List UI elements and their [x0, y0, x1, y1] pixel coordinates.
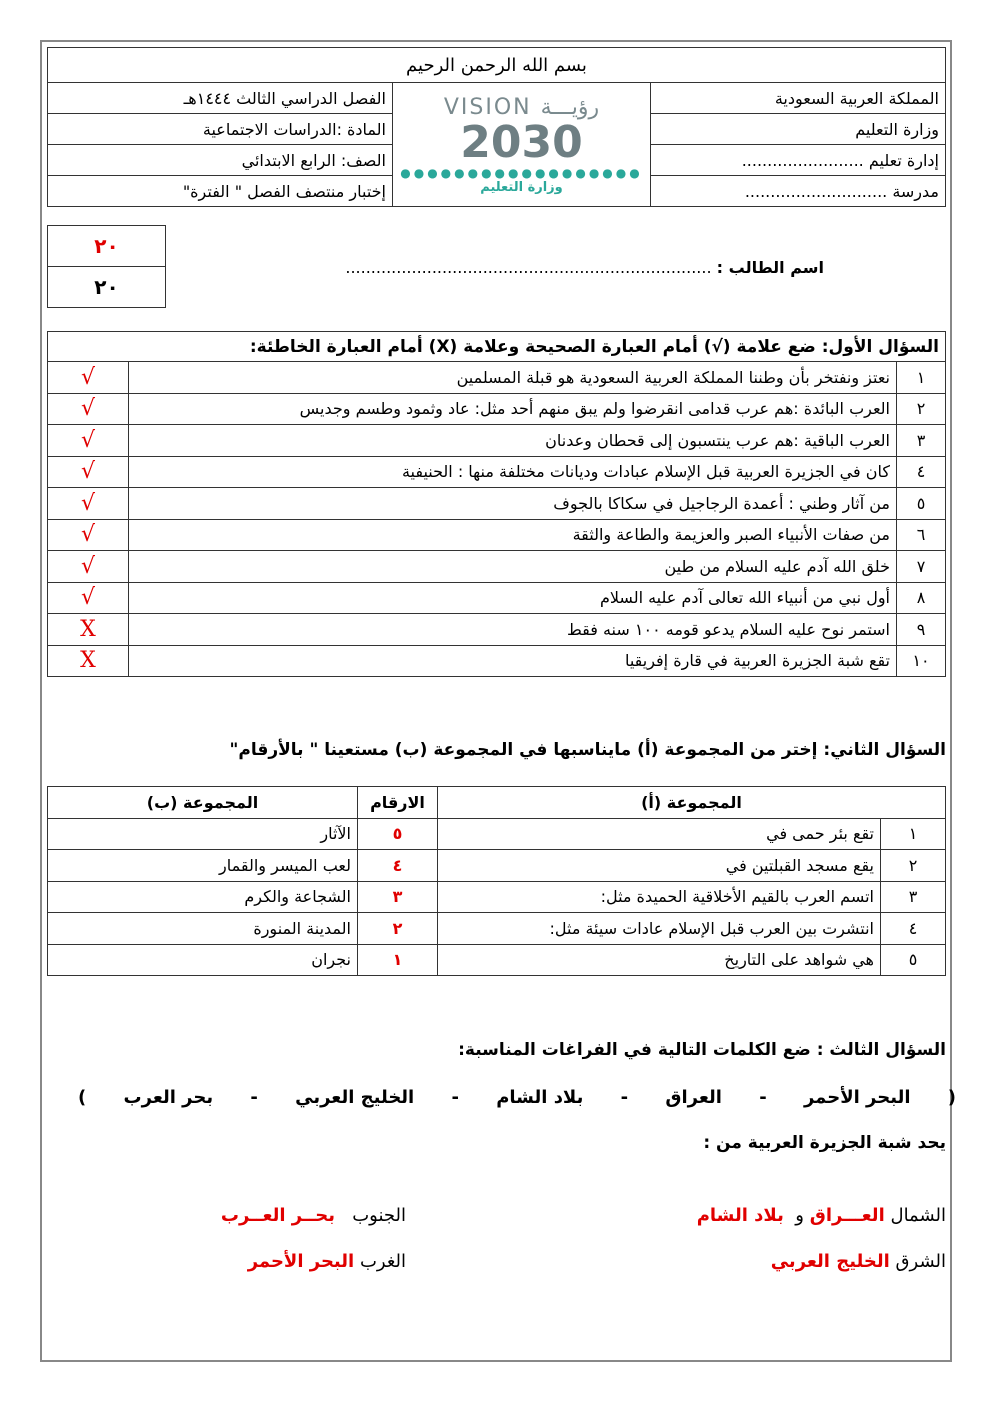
q2-table [47, 786, 946, 976]
north-label: الشمال [890, 1205, 946, 1226]
ministry: وزارة التعليم [651, 114, 946, 145]
q1-row-number: ٦ [897, 519, 946, 551]
q2-group-a-item: هي شواهد على التاريخ [438, 944, 881, 976]
q1-row-number: ١٠ [897, 645, 946, 677]
q2-row-number: ٣ [881, 881, 946, 913]
q1-row [48, 645, 946, 677]
q2-group-b-item: لعب الميسر والقمار [48, 850, 358, 882]
q1-row-number: ١ [897, 362, 946, 394]
q2-group-b-item: الآثار [48, 818, 358, 850]
q2-row-number: ٤ [881, 913, 946, 945]
page-border [40, 40, 952, 1362]
q1-statement: العرب البائدة :هم عرب قدامى انقرضوا ولم يبق منهم أحد مثل: عاد وثمود وطسم وجديس [129, 393, 897, 425]
q1-statement: خلق الله آدم عليه السلام من طين [129, 551, 897, 583]
q1-row [48, 614, 946, 646]
q1-answer-mark[interactable]: √ [48, 582, 129, 614]
q2-row-number: ٥ [881, 944, 946, 976]
score-obtained: ٢٠ [48, 226, 166, 267]
term: الفصل الدراسي الثالث ١٤٤٤هـ [48, 83, 393, 114]
q1-row-number: ٢ [897, 393, 946, 425]
logo-vision-text: VISION [443, 94, 532, 120]
word-bank-item: العراق [665, 1087, 722, 1108]
q1-row-number: ٩ [897, 614, 946, 646]
q1-row [48, 519, 946, 551]
q1-row [48, 425, 946, 457]
q1-row [48, 582, 946, 614]
word-bank-item: بحر العرب [123, 1087, 214, 1108]
q1-row-number: ٥ [897, 488, 946, 520]
q2-answer-number[interactable]: ٥ [358, 818, 438, 850]
q1-statement: العرب الباقية :هم عرب ينتسبون إلى قحطان وعدنان [129, 425, 897, 457]
answer-south [221, 1205, 406, 1226]
q2-answer-number[interactable]: ٤ [358, 850, 438, 882]
q2-group-b-item: نجران [48, 944, 358, 976]
east-answer: الخليج العربي [770, 1251, 890, 1272]
q1-title: السؤال الأول: ضع علامة (√) أمام العبارة الصحيحة وعلامة (X) أمام العبارة الخاطئة: [48, 332, 946, 362]
south-answer: بحــر العــرب [220, 1205, 336, 1226]
q2-group-a-item: اتسم العرب بالقيم الأخلاقية الحميدة مثل: [438, 881, 881, 913]
separator: - [250, 1087, 258, 1108]
student-name-label: اسم الطالب : [716, 258, 824, 277]
student-name-blank: ........................................................................ [345, 258, 712, 277]
q1-statement: من آثار وطني : أعمدة الرجاجيل في سكاكا بالجوف [129, 488, 897, 520]
q2-header-nums: الارقام [358, 787, 438, 819]
q1-answer-mark[interactable]: X [48, 645, 129, 677]
student-name-field[interactable] [345, 258, 824, 277]
q2-row-number: ٢ [881, 850, 946, 882]
q3-prompt: يحد شبة الجزيرة العربية من : [703, 1133, 946, 1153]
subject: المادة :الدراسات الاجتماعية [48, 114, 393, 145]
word-bank-item: بلاد الشام [496, 1087, 584, 1108]
q2-title: السؤال الثاني: إختر من المجموعة (أ) مايناسبها في المجموعة (ب) مستعينا " بالأرقام" [229, 740, 946, 760]
country: المملكة العربية السعودية [651, 83, 946, 114]
west-answer: البحر الأحمر [247, 1251, 355, 1272]
answer-east [771, 1251, 946, 1272]
logo-ministry-text: وزارة التعليم [480, 179, 563, 195]
north-answer-1: العـــراق [809, 1205, 885, 1226]
q2-group-a-item: انتشرت بين العرب قبل الإسلام عادات سيئة مثل: [438, 913, 881, 945]
vision-2030-logo [393, 83, 651, 207]
q3-title: السؤال الثالث : ضع الكلمات التالية في الفراغات المناسبة: [458, 1040, 946, 1060]
west-label: الغرب [359, 1251, 406, 1272]
q2-group-b-item: الشجاعة والكرم [48, 881, 358, 913]
q2-row [48, 850, 946, 882]
q1-row-number: ٨ [897, 582, 946, 614]
q2-row [48, 818, 946, 850]
q1-answer-mark[interactable]: X [48, 614, 129, 646]
answer-north [697, 1205, 946, 1226]
q1-row [48, 456, 946, 488]
q1-row-number: ٧ [897, 551, 946, 583]
q1-statement: نعتز ونفتخر بأن وطننا المملكة العربية السعودية هو قبلة المسلمين [129, 362, 897, 394]
q1-row [48, 488, 946, 520]
q2-row [48, 944, 946, 976]
q3-word-bank [78, 1087, 956, 1108]
separator: - [620, 1087, 629, 1108]
q2-group-a-item: تقع بئر حمى في [438, 818, 881, 850]
north-answer-2: بلاد الشام [696, 1205, 784, 1226]
q2-header-a: المجموعة (أ) [438, 787, 946, 819]
q1-answer-mark[interactable]: √ [48, 519, 129, 551]
q2-header-b: المجموعة (ب) [48, 787, 358, 819]
grade: الصف: الرابع الابتدائي [48, 145, 393, 176]
logo-dots: ●●●●●●●●●●●●●●●●●● [400, 165, 643, 180]
q1-statement: من صفات الأنبياء الصبر والعزيمة والطاعة والثقة [129, 519, 897, 551]
q1-answer-mark[interactable]: √ [48, 425, 129, 457]
q1-row-number: ٤ [897, 456, 946, 488]
q1-answer-mark[interactable]: √ [48, 393, 129, 425]
score-box [47, 225, 166, 308]
word-bank-item: البحر الأحمر [803, 1087, 911, 1108]
q1-row [48, 362, 946, 394]
q1-statement: أول نبي من أنبياء الله تعالى آدم عليه السلام [129, 582, 897, 614]
word-bank-close-paren: ) [78, 1087, 87, 1108]
q2-answer-number[interactable]: ١ [358, 944, 438, 976]
basmala: بسم الله الرحمن الرحيم [48, 48, 946, 83]
logo-ruya-text: رؤيـــة [540, 94, 600, 120]
q2-group-a-item: يقع مسجد القبلتين في [438, 850, 881, 882]
separator: - [759, 1087, 767, 1108]
and-text: و [795, 1205, 804, 1226]
q1-answer-mark[interactable]: √ [48, 551, 129, 583]
q1-statement: كان في الجزيرة العربية قبل الإسلام عبادات وديانات مختلفة منها : الحنيفية [129, 456, 897, 488]
education-office: إدارة تعليم ........................ [651, 145, 946, 176]
q2-group-b-item: المدينة المنورة [48, 913, 358, 945]
q1-answer-mark[interactable]: √ [48, 456, 129, 488]
east-label: الشرق [895, 1251, 946, 1272]
q1-statement: استمر نوح عليه السلام يدعو قومه ١٠٠ سنه فقط [129, 614, 897, 646]
q1-row [48, 393, 946, 425]
score-total: ٢٠ [48, 267, 166, 308]
q1-table [47, 331, 946, 677]
exam-type: إختبار منتصف الفصل " الفترة" [48, 176, 393, 207]
q1-row [48, 551, 946, 583]
q2-answer-number[interactable]: ٣ [358, 881, 438, 913]
q2-row [48, 881, 946, 913]
word-bank-open-paren: ( [947, 1087, 956, 1108]
separator: - [451, 1087, 459, 1108]
south-label: الجنوب [352, 1205, 406, 1226]
q1-answer-mark[interactable]: √ [48, 488, 129, 520]
word-bank-item: الخليج العربي [295, 1087, 415, 1108]
q2-row [48, 913, 946, 945]
q2-row-number: ١ [881, 818, 946, 850]
q1-answer-mark[interactable]: √ [48, 362, 129, 394]
q1-statement: تقع شبة الجزيرة العربية في قارة إفريقيا [129, 645, 897, 677]
header-table [47, 47, 946, 207]
logo-year: 2030 [460, 116, 583, 168]
school: مدرسة ............................ [651, 176, 946, 207]
answer-west [248, 1251, 406, 1272]
q1-row-number: ٣ [897, 425, 946, 457]
q2-answer-number[interactable]: ٢ [358, 913, 438, 945]
